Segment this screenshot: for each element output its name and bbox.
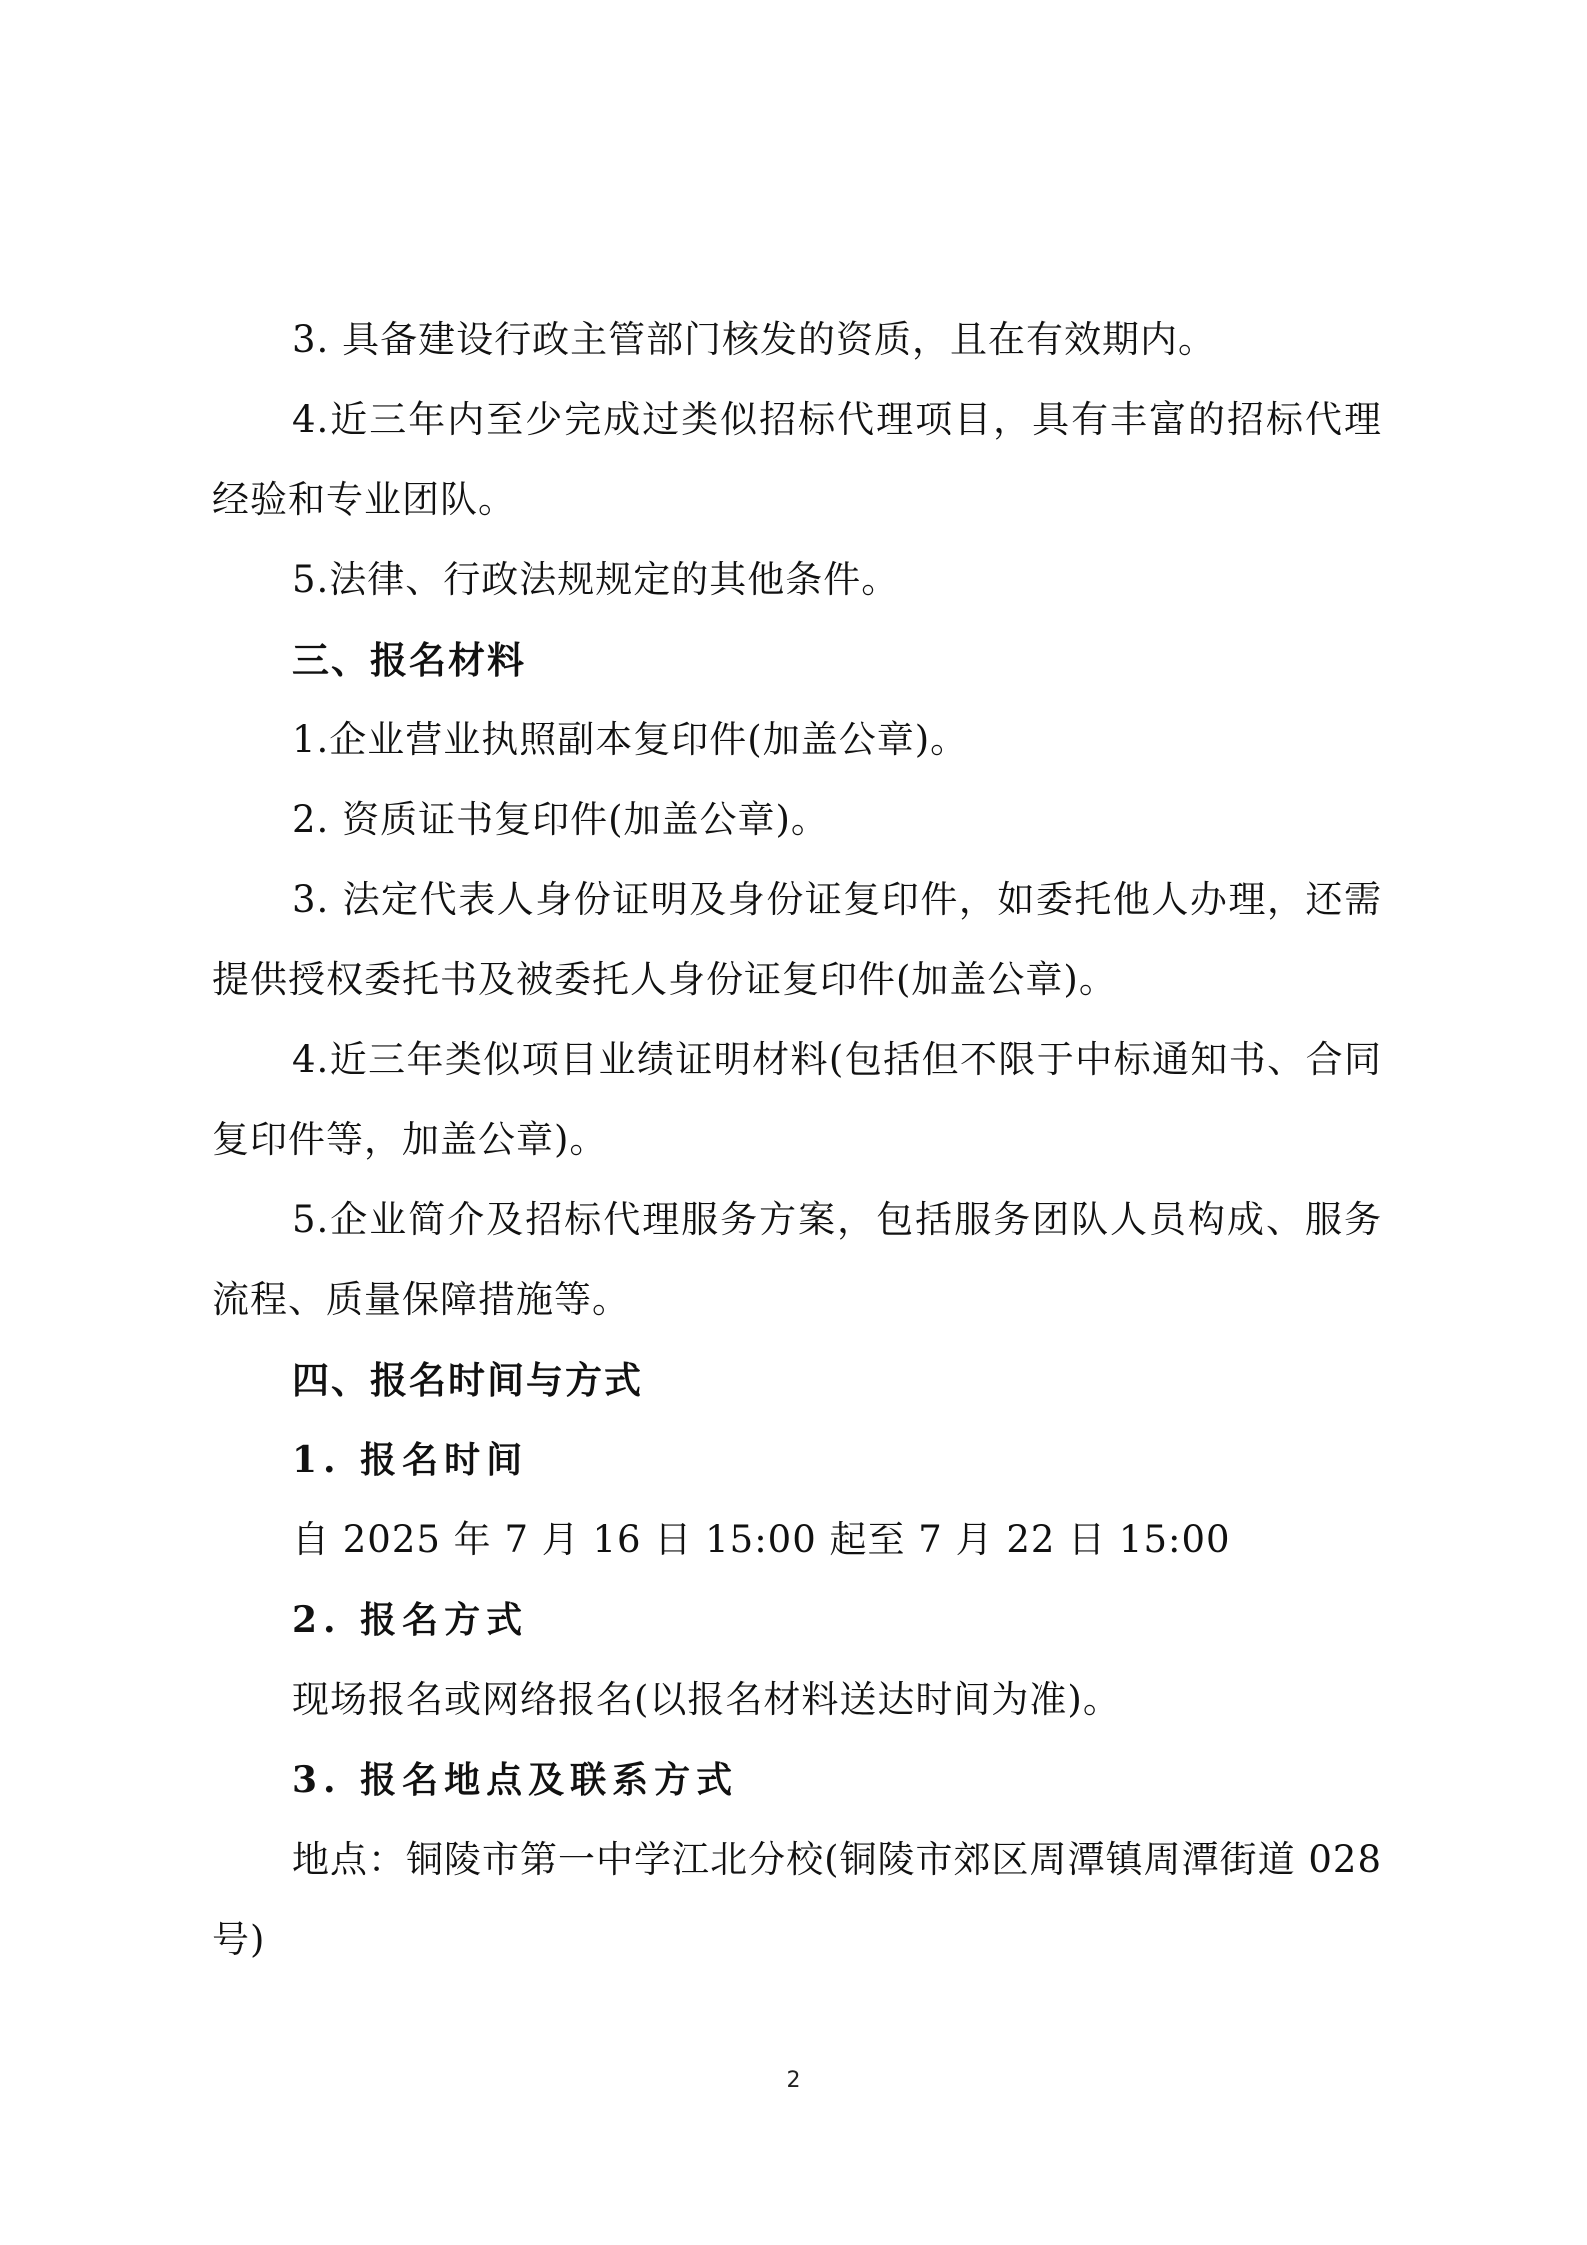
registration-method-text: 现场报名或网络报名(以报名材料送达时间为准)。 — [292, 1678, 1121, 1721]
material-3: 3. 法定代表人身份证明及身份证复印件，如委托他人办理，还需提供授权委托书及被委托人身份证复印件(加盖公章)。 — [212, 878, 1382, 1001]
registration-time-text: 自 2025 年 7 月 16 日 15:00 起至 7 月 22 日 15:00 — [292, 1518, 1231, 1561]
registration-location-text: 地点：铜陵市第一中学江北分校(铜陵市郊区周潭镇周潭街道 028 号) — [212, 1838, 1382, 1961]
requirement-3: 3. 具备建设行政主管部门核发的资质，且在有效期内。 — [292, 318, 1217, 361]
material-1: 1.企业营业执照副本复印件(加盖公章)。 — [292, 718, 969, 761]
subheading-registration-location: 3. 报名地点及联系方式 — [292, 1759, 739, 1801]
document-body — [212, 300, 1382, 1980]
page-number: 2 — [786, 2068, 801, 2093]
subheading-registration-time: 1. 报名时间 — [292, 1439, 529, 1481]
requirement-4: 4.近三年内至少完成过类似招标代理项目，具有丰富的招标代理经验和专业团队。 — [212, 398, 1382, 521]
material-2: 2. 资质证书复印件(加盖公章)。 — [292, 798, 829, 841]
material-5: 5.企业简介及招标代理服务方案，包括服务团队人员构成、服务流程、质量保障措施等。 — [212, 1198, 1382, 1321]
section-heading-registration: 四、报名时间与方式 — [292, 1358, 643, 1402]
material-4: 4.近三年类似项目业绩证明材料(包括但不限于中标通知书、合同复印件等，加盖公章)。 — [212, 1038, 1382, 1161]
subheading-registration-method: 2. 报名方式 — [292, 1599, 529, 1641]
section-heading-materials: 三、报名材料 — [292, 638, 526, 682]
requirement-5: 5.法律、行政法规规定的其他条件。 — [292, 558, 900, 601]
